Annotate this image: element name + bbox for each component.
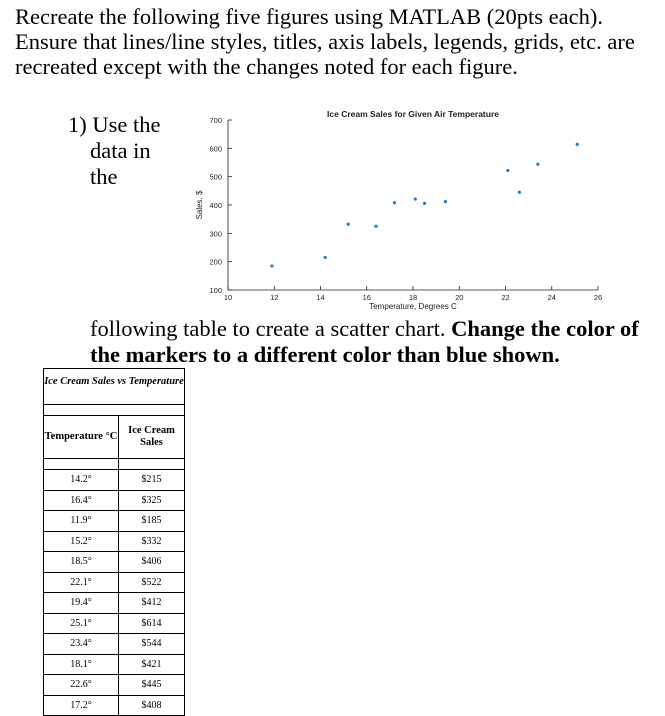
data-point xyxy=(374,225,377,228)
x-tick-label: 16 xyxy=(362,293,371,302)
x-tick-label: 22 xyxy=(501,293,510,302)
x-tick-label: 24 xyxy=(547,293,556,302)
x-tick-label: 18 xyxy=(408,293,418,302)
table-header-row xyxy=(44,416,184,459)
data-point xyxy=(393,201,396,204)
table-row xyxy=(44,470,184,491)
table-cell-temperature: 15.2° xyxy=(44,532,119,552)
x-tick-label: 14 xyxy=(316,293,325,302)
table-cell-temperature: 22.6° xyxy=(44,675,119,695)
table-cell-temperature: 25.1° xyxy=(44,614,119,634)
y-tick-label: 300 xyxy=(209,229,222,239)
table-cell-temperature: 17.2° xyxy=(44,696,119,716)
x-axis-label: Temperature, Degrees C xyxy=(369,302,457,311)
data-point xyxy=(347,223,350,226)
data-point xyxy=(270,264,273,267)
data-point xyxy=(536,163,539,166)
data-table xyxy=(43,368,185,716)
y-tick-label: 500 xyxy=(209,172,222,182)
data-point xyxy=(324,256,327,259)
data-point xyxy=(576,143,579,146)
table-row xyxy=(44,593,184,614)
y-tick-label: 700 xyxy=(209,116,222,125)
data-point xyxy=(414,197,417,200)
table-row xyxy=(44,675,184,696)
table-spacer xyxy=(44,405,184,416)
scatter-chart xyxy=(190,105,625,320)
chart-title: Ice Cream Sales for Given Air Temperature xyxy=(327,109,499,119)
y-tick-label: 600 xyxy=(209,144,222,154)
x-tick-label: 26 xyxy=(593,293,603,302)
table-cell-sales: $412 xyxy=(141,597,162,609)
table-cell-sales: $406 xyxy=(141,556,162,568)
table-cell-sales: $215 xyxy=(141,474,162,486)
table-row xyxy=(44,614,184,635)
data-point xyxy=(423,202,426,205)
y-tick-label: 200 xyxy=(209,257,222,267)
table-row xyxy=(44,696,184,716)
table-cell-temperature: 18.1° xyxy=(44,655,119,675)
y-tick-label: 100 xyxy=(209,286,222,295)
table-row xyxy=(44,552,184,573)
table-row xyxy=(44,491,184,512)
data-point xyxy=(518,191,521,194)
table-cell-temperature: 16.4° xyxy=(44,491,119,511)
table-cell-sales: $522 xyxy=(141,576,162,588)
table-cell-sales: $332 xyxy=(141,535,162,547)
x-tick-label: 12 xyxy=(270,293,279,302)
table-cell-temperature: 18.5° xyxy=(44,552,119,572)
table-body xyxy=(44,470,184,715)
question-follow-bold: Change the color of the markers to a different color than blue shown. xyxy=(90,316,639,367)
table-cell-sales: $544 xyxy=(141,638,162,650)
table-row xyxy=(44,573,184,594)
table-cell-sales: $408 xyxy=(141,699,162,711)
table-row xyxy=(44,634,184,655)
data-point xyxy=(444,200,447,203)
table-cell-sales: $325 xyxy=(141,494,162,506)
x-tick-label: 10 xyxy=(223,293,233,302)
question-follow-plain: following table to create a scatter chart. xyxy=(90,316,446,341)
question-number-text: 1) Use the xyxy=(68,112,161,137)
table-spacer xyxy=(44,459,184,470)
table-cell-temperature: 19.4° xyxy=(44,593,119,613)
question-continuation-text: data in the xyxy=(90,138,151,189)
table-cell-sales: $445 xyxy=(141,679,162,691)
table-cell-temperature: 23.4° xyxy=(44,634,119,654)
table-cell-sales: $614 xyxy=(141,617,162,629)
instructions-intro: Recreate the following five figures using MATLAB (20pts each). Ensure that lines/line styles, titles, axis labels, legends, grids, etc. are recreated except with the changes noted for each figure. xyxy=(15,4,635,79)
table-row xyxy=(44,655,184,676)
y-tick-label: 400 xyxy=(209,201,222,210)
y-axis-label: Sales, $ xyxy=(195,190,204,220)
data-point xyxy=(506,169,509,172)
table-cell-sales: $185 xyxy=(141,515,162,527)
table-header-temperature: Temperature °C xyxy=(44,416,119,458)
table-header-sales: Ice Cream Sales xyxy=(128,425,175,448)
table-cell-temperature: 14.2° xyxy=(44,470,119,490)
table-cell-temperature: 11.9° xyxy=(44,511,119,531)
table-row xyxy=(44,532,184,553)
question-follow-text xyxy=(90,316,660,368)
x-tick-label: 20 xyxy=(455,293,464,302)
table-row xyxy=(44,511,184,532)
table-caption: Ice Cream Sales vs Temperature xyxy=(44,369,184,405)
table-cell-temperature: 22.1° xyxy=(44,573,119,593)
table-cell-sales: $421 xyxy=(141,658,162,670)
